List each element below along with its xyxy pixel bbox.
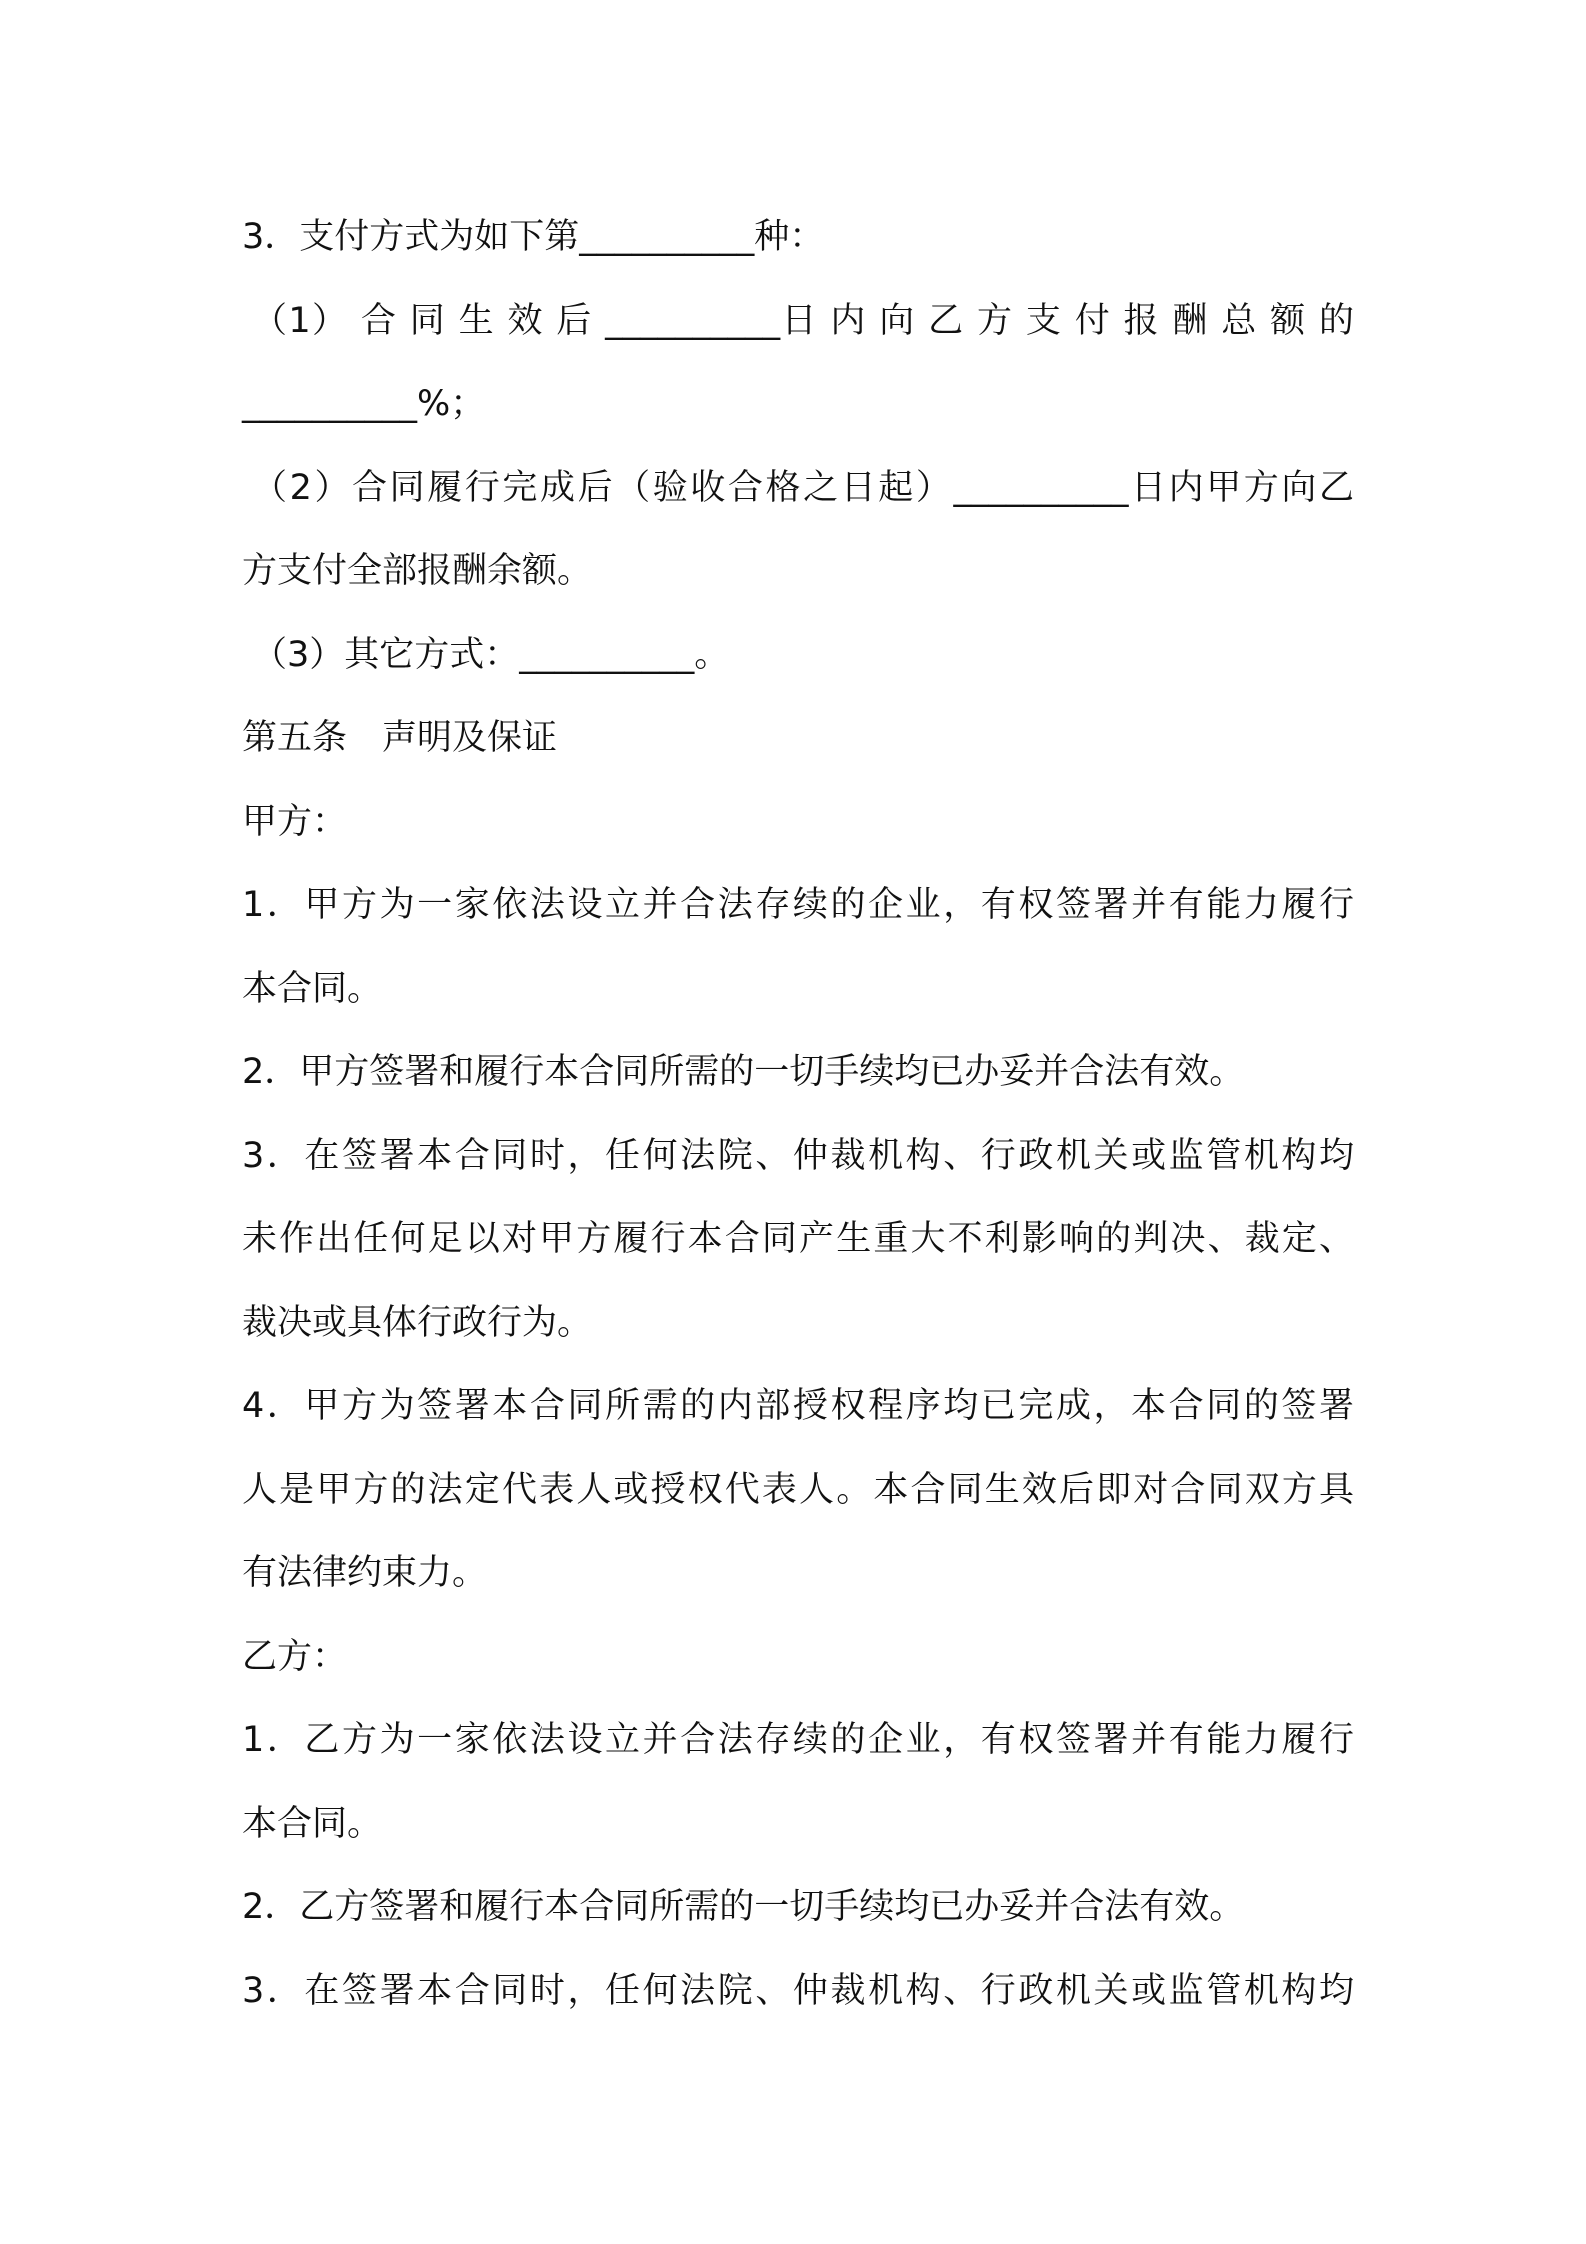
- party-a-item-4-line-1: 4．甲方为签署本合同所需的内部授权程序均已完成，本合同的签署: [242, 1386, 1354, 1426]
- payment-option-1-line-1: （1） 合 同 生 效 后 __________日 内 向 乙 方 支 付 报 酬 总 额 的: [252, 300, 1354, 341]
- party-b-heading: 乙方：: [242, 1636, 348, 1677]
- party-b-item-2: 2．乙方签署和履行本合同所需的一切手续均已办妥并合法有效。: [242, 1887, 1245, 1927]
- party-a-item-4-line-2: 人是甲方的法定代表人或授权代表人。本合同生效后即对合同双方具: [242, 1469, 1354, 1510]
- party-a-item-1-line-2: 本合同。: [242, 968, 383, 1009]
- party-a-item-3-line-1: 3．在签署本合同时，任何法院、仲裁机构、行政机关或监管机构均: [242, 1135, 1354, 1176]
- party-a-item-1-line-1: 1．甲方为一家依法设立并合法存续的企业，有权签署并有能力履行: [242, 885, 1354, 925]
- payment-option-1-line-2: __________%；: [242, 384, 486, 424]
- article-5-heading: 第五条 声明及保证: [242, 718, 558, 758]
- party-a-heading: 甲方：: [242, 801, 348, 842]
- party-b-item-3-line-1: 3．在签署本合同时，任何法院、仲裁机构、行政机关或监管机构均: [242, 1970, 1354, 2011]
- payment-method-clause: 3．支付方式为如下第__________种：: [242, 217, 825, 257]
- party-a-item-2: 2．甲方签署和履行本合同所需的一切手续均已办妥并合法有效。: [242, 1052, 1245, 1092]
- document-body: [242, 196, 1354, 2033]
- payment-option-2-line-1: （2）合同履行完成后（验收合格之日起）__________日内甲方向乙: [252, 467, 1354, 508]
- party-b-item-1-line-2: 本合同。: [242, 1803, 383, 1844]
- party-a-item-4-line-3: 有法律约束力。: [242, 1553, 488, 1593]
- party-b-item-1-line-1: 1．乙方为一家依法设立并合法存续的企业，有权签署并有能力履行: [242, 1720, 1354, 1760]
- party-a-item-3-line-2: 未作出任何足以对甲方履行本合同产生重大不利影响的判决、裁定、: [242, 1219, 1354, 1259]
- payment-option-3: （3）其它方式：__________。: [252, 634, 730, 675]
- party-a-item-3-line-3: 裁决或具体行政行为。: [242, 1302, 593, 1343]
- payment-option-2-line-2: 方支付全部报酬余额。: [242, 551, 593, 591]
